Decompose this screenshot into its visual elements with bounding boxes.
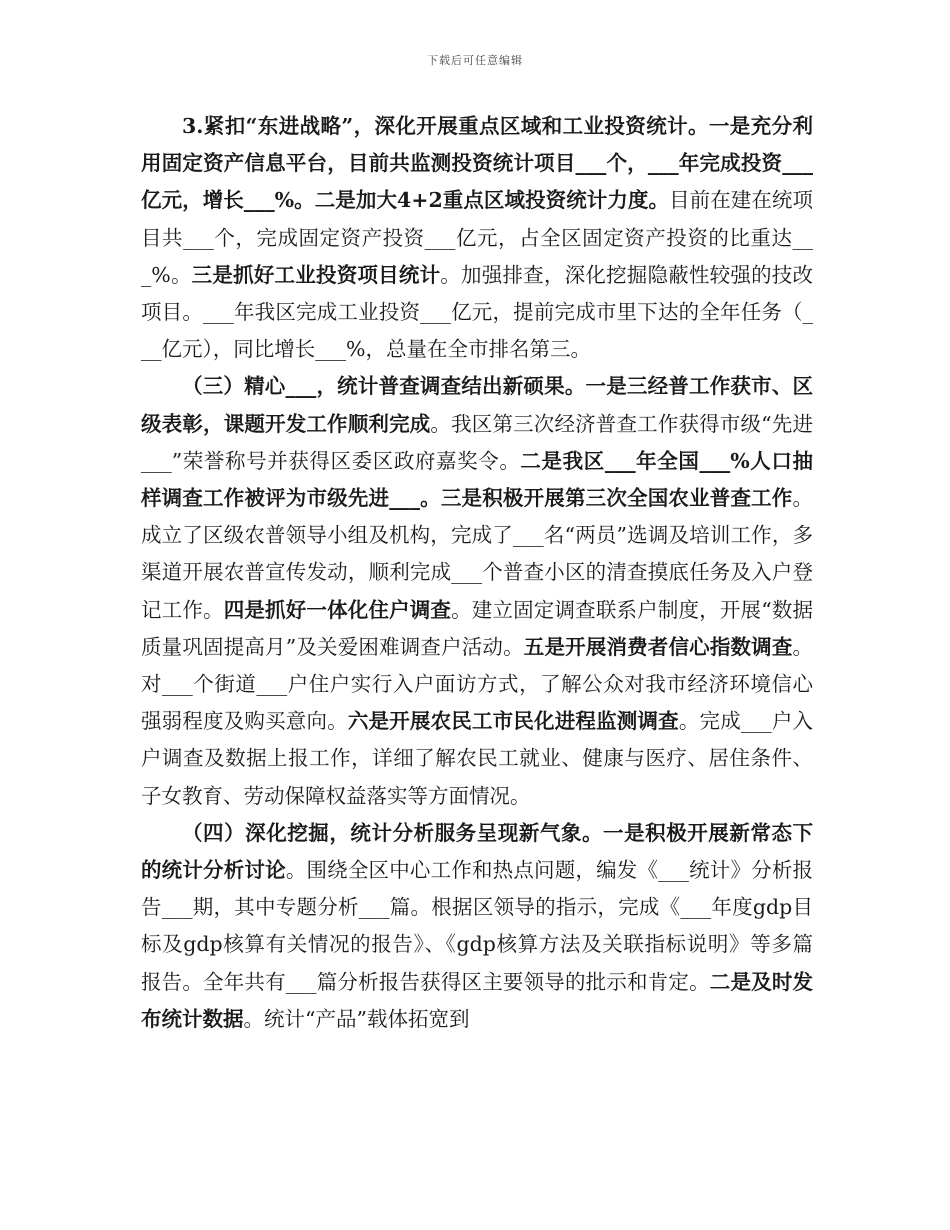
paragraph-statistical-analysis	[141, 815, 813, 1038]
text-regular: 。围绕全区中心工作和热点问题，编发《___统计》分析报告___期，其中专题分析___篇。根据区领导的指示，完成《___年度gdp目标及gdp核算有关情况的报告》、《gdp核算方法及关联指标说明》等多篇报告。全年共有___篇分析报告获得区主要领导的批示和肯定。	[141, 858, 814, 994]
text-regular: 。完成___户入户调查及数据上报工作，详细了解农民工就业、健康与医疗、居住条件、子女教育、劳动保障权益落实等方面情况。	[141, 709, 814, 808]
text-bold: （三）精心___，统计普查调查结出新硕果。一是三经普工作获市、区级表彰，课题开发工作顺利完成	[141, 374, 813, 436]
paragraph-census-survey	[141, 368, 813, 814]
text-bold: 二是我区___年全国___%人口抽样调查工作被评为市级先进___。三是积极开展第三次全国农业普查工作	[141, 448, 813, 511]
text-regular: 。统计“产品”载体拓宽到	[243, 1006, 470, 1031]
text-bold: 六是开展农民工市民化进程监测调查	[347, 709, 679, 734]
text-bold: 三是抓好工业投资项目统计	[191, 262, 441, 287]
text-regular: 。加强排查，深化挖掘隐蔽性较强的技改项目。___年我区完成工业投资___亿元，提前完成市里下达的全年任务（___亿元），同比增长___%，总量在全市排名第三。	[141, 262, 814, 362]
text-bold: 四是抓好一体化住户调查	[223, 597, 452, 622]
text-bold: 3.紧扣“东进战略”，深化开展重点区域和工业投资统计。一是充分利用固定资产信息平台，目前共监测投资统计项目___个，___年完成投资___亿元，增长___%。二是加大4+2重点区域投资统计力度。	[141, 114, 813, 213]
page-header: 下载后可任意编辑	[427, 54, 523, 67]
text-regular: 。对___个街道___户住户实行入户面访方式，了解公众对我市经济环境信心强弱程度及购买意向。	[141, 634, 814, 734]
text-regular: 目前在建在统项目共___个，完成固定资产投资___亿元，占全区固定资产投资的比重达___%。	[141, 188, 814, 287]
text-bold: 五是开展消费者信心指数调查	[523, 634, 793, 659]
paragraph-east-strategy	[141, 108, 813, 368]
text-bold: 二是及时发布统计数据	[141, 969, 814, 1031]
text-regular: 。我区第三次经济普查工作获得市级“先进___”荣誉称号并获得区委区政府嘉奖令。	[141, 411, 814, 473]
text-regular: 。成立了区级农普领导小组及机构，完成了___名“两员”选调及培训工作，多渠道开展农普宣传发动，顺利完成___个普查小区的清查摸底任务及入户登记工作。	[141, 486, 813, 622]
text-bold: （四）深化挖掘，统计分析服务呈现新气象。一是积极开展新常态下的统计分析讨论	[141, 820, 813, 883]
document-body	[141, 108, 813, 1038]
text-regular: 。建立固定调查联系户制度，开展“数据质量巩固提高月”及关爱困难调查户活动。	[141, 597, 814, 659]
